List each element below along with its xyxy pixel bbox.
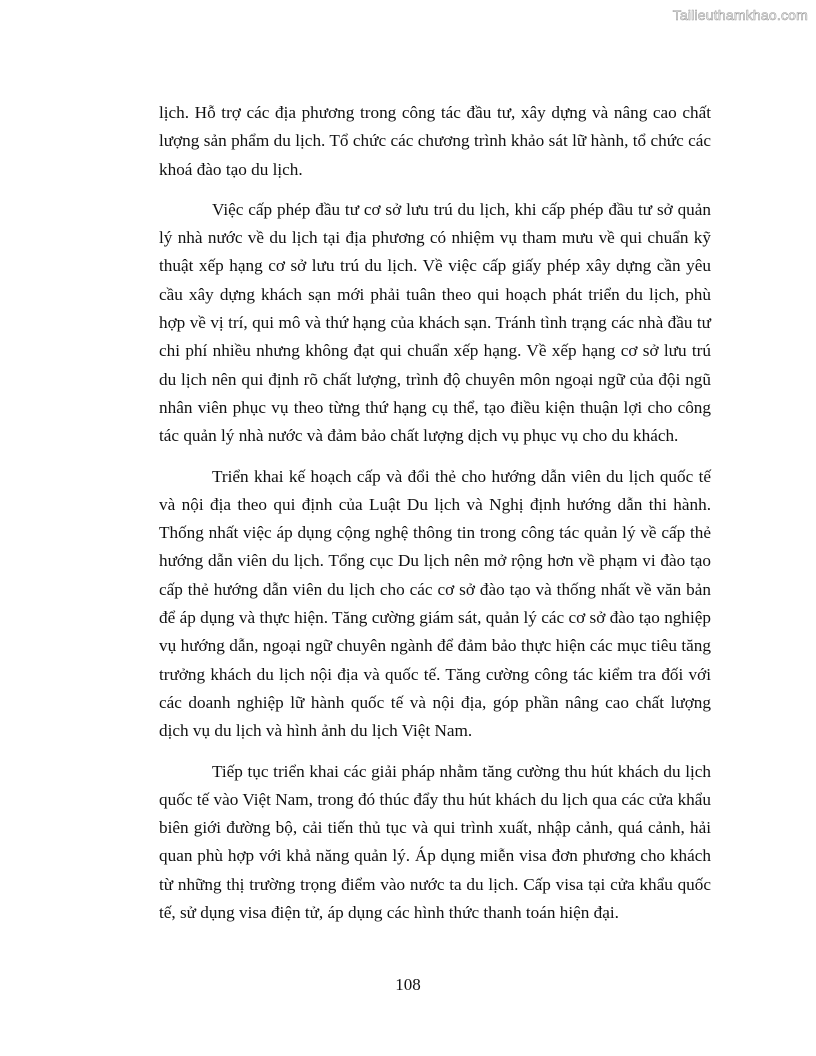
- watermark: Tailieuthamkhao.com: [672, 7, 808, 23]
- paragraph-accommodation-licensing: Việc cấp phép đầu tư cơ sở lưu trú du lịch, khi cấp phép đầu tư sở quản lý nhà nước về du lịch tại địa phương có nhiệm vụ tham mưu về qui chuẩn kỹ thuật xếp hạng cơ sở lưu trú du lịch. Về việc cấp giấy phép xây dựng cần yêu cầu xây dựng khách sạn mới phải tuân theo qui hoạch phát triển du lịch, phù hợp về vị trí, qui mô và thứ hạng của khách sạn. Tránh tình trạng các nhà đầu tư chi phí nhiều nhưng không đạt qui chuẩn xếp hạng. Về xếp hạng cơ sở lưu trú du lịch nên qui định rõ chất lượng, trình độ chuyên môn ngoại ngữ của đội ngũ nhân viên phục vụ theo từng thứ hạng cụ thể, tạo điều kiện thuận lợi cho công tác quản lý nhà nước và đảm bảo chất lượng dịch vụ phục vụ cho du khách.: [159, 199, 711, 446]
- page-number: 108: [395, 975, 421, 994]
- paragraph-tour-guide-cards: Triển khai kế hoạch cấp và đổi thẻ cho hướng dẫn viên du lịch quốc tế và nội địa theo qui định của Luật Du lịch và Nghị định hướng dẫn thi hành. Thống nhất việc áp dụng cộng nghệ thông tin trong công tác quản lý về cấp thẻ hướng dẫn viên du lịch. Tổng cục Du lịch nên mở rộng hơn về phạm vi đào tạo cấp thẻ hướng dẫn viên du lịch cho các cơ sở đào tạo và thống nhất về văn bản để áp dụng và thực hiện. Tăng cường giám sát, quản lý các cơ sở đào tạo nghiệp vụ hướng dẫn, ngoại ngữ chuyên ngành để đảm bảo thực hiện các mục tiêu tăng trưởng khách du lịch nội địa và quốc tế. Tăng cường công tác kiểm tra đối với các doanh nghiệp lữ hành quốc tế và nội địa, góp phần nâng cao chất lượng dịch vụ du lịch và hình ảnh du lịch Việt Nam.: [159, 466, 711, 741]
- document-body: [159, 99, 711, 939]
- paragraph-visa-policy: Tiếp tục triển khai các giải pháp nhằm tăng cường thu hút khách du lịch quốc tế vào Việt Nam, trong đó thúc đẩy thu hút khách du lịch qua các cửa khẩu biên giới đường bộ, cải tiến thủ tục và qui trình xuất, nhập cảnh, quá cảnh, hải quan phù hợp với khả năng quản lý. Áp dụng miễn visa đơn phương cho khách từ những thị trường trọng điểm vào nước ta du lịch. Cấp visa tại cửa khẩu quốc tế, sử dụng visa điện tử, áp dụng các hình thức thanh toán hiện đại.: [159, 761, 711, 923]
- paragraph-continuation: lịch. Hỗ trợ các địa phương trong công tác đầu tư, xây dựng và nâng cao chất lượng sản phẩm du lịch. Tổ chức các chương trình khảo sát lữ hành, tổ chức các khoá đào tạo du lịch.: [159, 103, 711, 179]
